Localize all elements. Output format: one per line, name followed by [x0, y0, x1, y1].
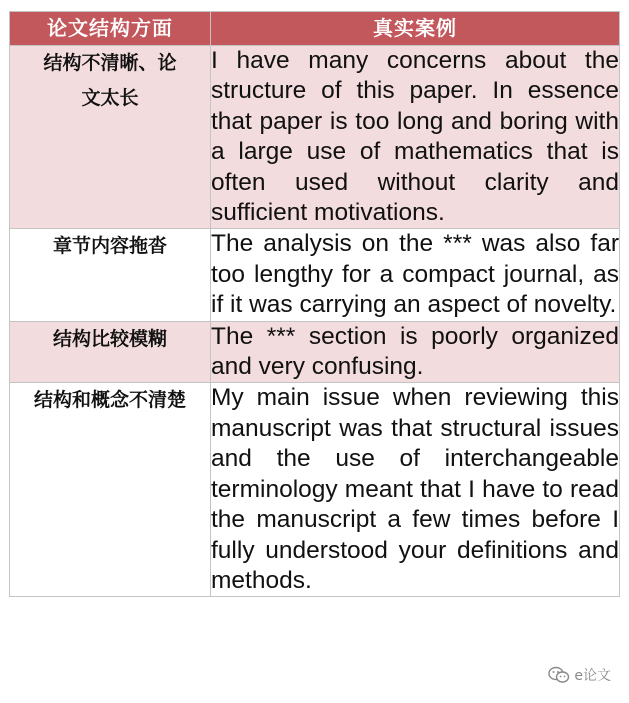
- table-row: [10, 383, 620, 597]
- watermark: [548, 665, 611, 685]
- example-cell: The analysis on the *** was also far too lengthy for a compact journal, as if it was carrying an aspect of novelty.: [211, 229, 620, 321]
- table-header-row: [10, 12, 620, 46]
- table-row: [10, 229, 620, 321]
- aspect-text: 结构和概念不清楚: [33, 389, 186, 412]
- wechat-icon: [548, 666, 570, 684]
- aspect-cell: 章节内容拖沓: [10, 229, 211, 321]
- header-aspect: 论文结构方面: [10, 12, 211, 46]
- aspect-cell: 结构比较模糊: [10, 321, 211, 383]
- example-cell: My main issue when reviewing this manuscript was that structural issues and the use of interchangeable terminology meant that I have to read the manuscript a few times before I fully understood your definitions and methods.: [211, 383, 620, 597]
- watermark-text: e论文: [574, 668, 611, 684]
- aspect-cell: [10, 383, 211, 597]
- header-example: 真实案例: [211, 12, 620, 46]
- aspect-text: 结构不清晰、论文太长: [43, 52, 177, 109]
- example-cell: I have many concerns about the structure of this paper. In essence that paper is too long and boring with a large use of mathematics that is often used without clarity and sufficient motivations.: [211, 46, 620, 229]
- table-row: [10, 46, 620, 229]
- aspect-cell: [10, 46, 211, 229]
- example-cell: The *** section is poorly organized and very confusing.: [211, 321, 620, 383]
- table-row: [10, 321, 620, 383]
- review-comments-table: [9, 11, 620, 597]
